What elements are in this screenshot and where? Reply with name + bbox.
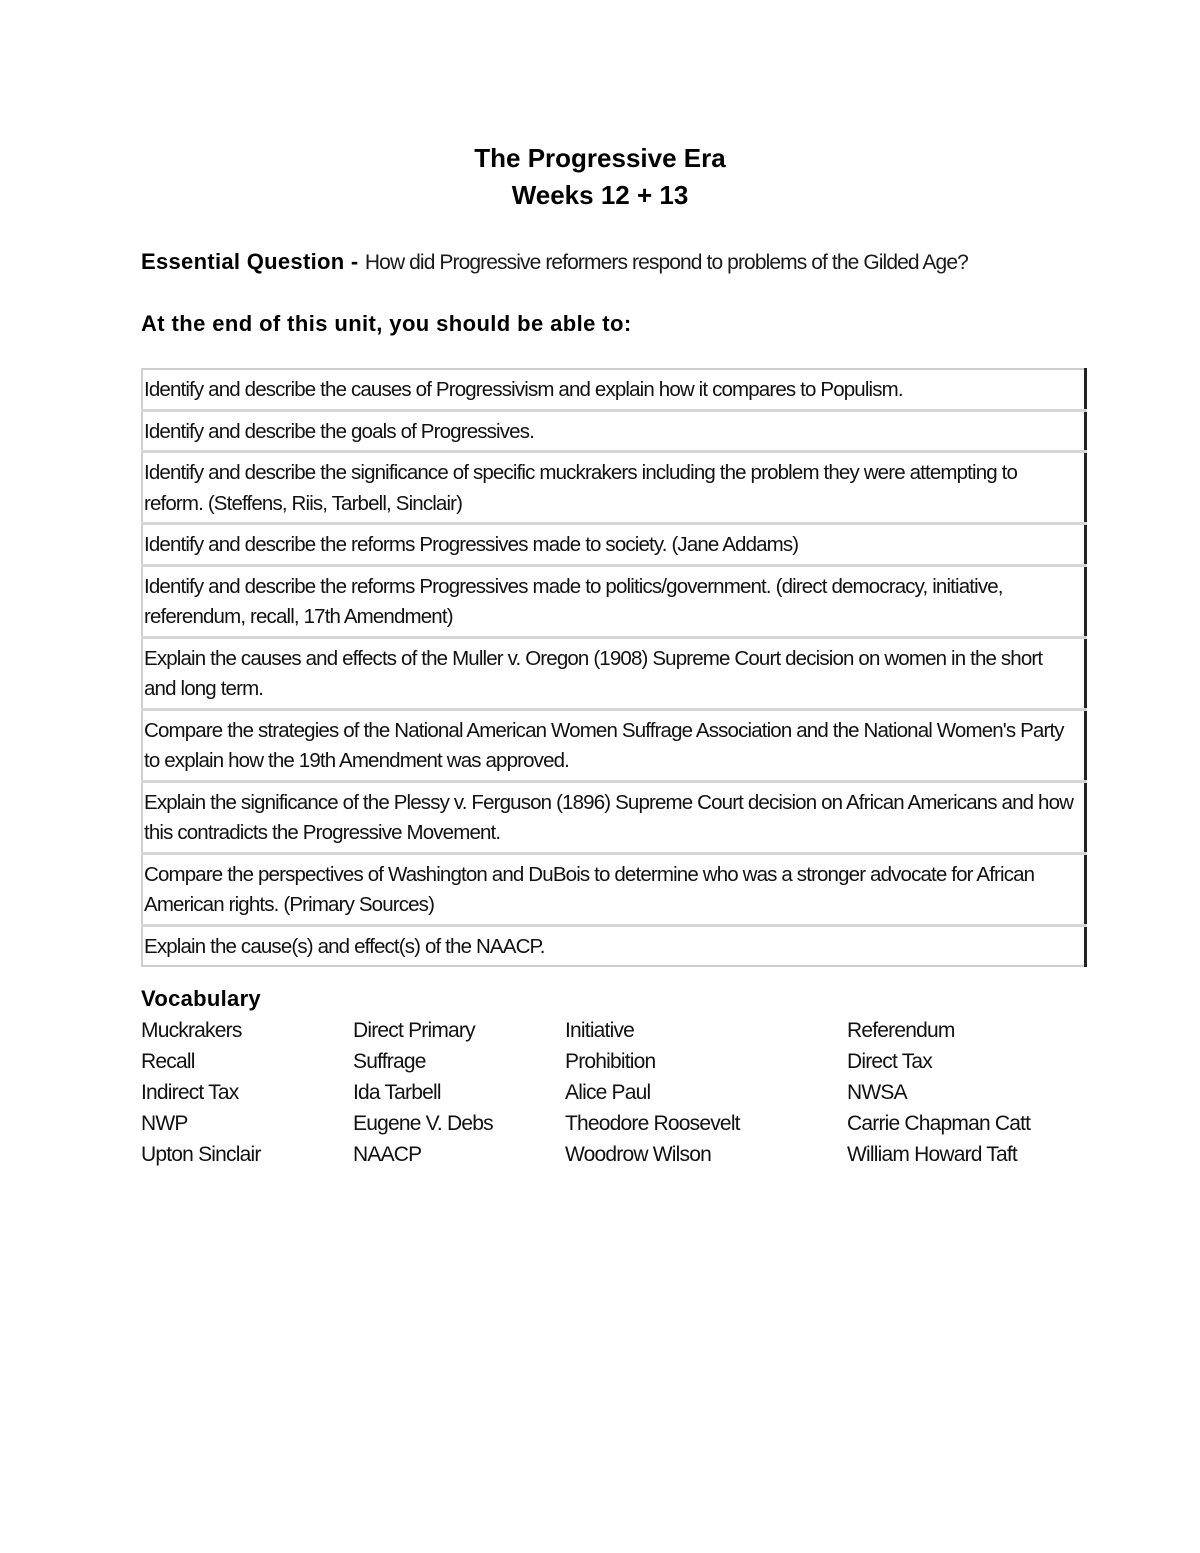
vocabulary-term: NWSA [847, 1081, 907, 1104]
objective-cell: Identify and describe the reforms Progressives made to politics/government. (direct democracy, initiative, referendum, recall, 17th Amendment) [142, 565, 1086, 637]
vocabulary-term: Referendum [847, 1019, 955, 1042]
objective-cell: Explain the significance of the Plessy v. Ferguson (1896) Supreme Court decision on African Americans and how this contradicts the Progressive Movement. [142, 781, 1086, 853]
essential-question-text: How did Progressive reformers respond to problems of the Gilded Age? [364, 251, 968, 274]
objectives-table [141, 368, 1087, 967]
table-row [142, 925, 1086, 966]
table-row [142, 781, 1086, 853]
table-row [142, 709, 1086, 781]
table-row [142, 637, 1086, 709]
table-row [142, 452, 1086, 524]
table-row [142, 410, 1086, 452]
objective-cell: Identify and describe the reforms Progressives made to society. (Jane Addams) [142, 524, 1086, 566]
vocabulary-term: Prohibition [565, 1050, 656, 1073]
vocabulary-term: Indirect Tax [141, 1081, 239, 1104]
vocabulary-term: Theodore Roosevelt [565, 1112, 740, 1135]
vocabulary-term: Initiative [565, 1019, 635, 1042]
vocabulary-row [141, 1046, 1101, 1077]
objective-cell: Identify and describe the goals of Progressives. [142, 410, 1086, 452]
vocabulary-term: Direct Tax [847, 1050, 932, 1073]
table-row [142, 369, 1086, 410]
title-block [0, 140, 1200, 214]
vocabulary-term: NAACP [353, 1143, 422, 1166]
vocabulary-row [141, 1077, 1101, 1108]
page-title: The Progressive Era [474, 143, 726, 173]
vocabulary-term: Suffrage [353, 1050, 426, 1073]
vocabulary-term: NWP [141, 1112, 188, 1135]
vocabulary-term: Carrie Chapman Catt [847, 1112, 1031, 1135]
vocabulary-term: Woodrow Wilson [565, 1143, 711, 1166]
vocabulary-row [141, 1139, 1101, 1170]
table-row [142, 853, 1086, 925]
vocabulary-term: Ida Tarbell [353, 1081, 441, 1104]
vocabulary-row [141, 1015, 1101, 1046]
objectives-heading: At the end of this unit, you should be able to: [141, 311, 632, 336]
vocabulary-term: William Howard Taft [847, 1143, 1017, 1166]
vocabulary-term: Upton Sinclair [141, 1143, 261, 1166]
essential-question-label: Essential Question - [141, 249, 365, 274]
objective-cell: Compare the strategies of the National American Women Suffrage Association and the National Women's Party to explain how the 19th Amendment was approved. [142, 709, 1086, 781]
vocabulary-grid [141, 1015, 1101, 1170]
objective-cell: Explain the causes and effects of the Muller v. Oregon (1908) Supreme Court decision on women in the short and long term. [142, 637, 1086, 709]
page-subtitle: Weeks 12 + 13 [511, 180, 689, 210]
objective-cell: Compare the perspectives of Washington and DuBois to determine who was a stronger advocate for African American rights. (Primary Sources) [142, 853, 1086, 925]
vocabulary-row [141, 1108, 1101, 1139]
vocabulary-term: Recall [141, 1050, 195, 1073]
objective-cell: Explain the cause(s) and effect(s) of the NAACP. [144, 934, 545, 958]
vocabulary-term: Alice Paul [565, 1081, 651, 1104]
essential-question [141, 247, 968, 278]
vocabulary-heading: Vocabulary [141, 986, 261, 1011]
table-row [142, 565, 1086, 637]
vocabulary-term: Eugene V. Debs [353, 1112, 493, 1135]
vocabulary-term: Muckrakers [141, 1019, 242, 1042]
table-row [142, 524, 1086, 566]
vocabulary-term: Direct Primary [353, 1019, 475, 1042]
objective-cell: Identify and describe the causes of Progressivism and explain how it compares to Populism. [142, 369, 1086, 410]
objective-cell: Identify and describe the significance of specific muckrakers including the problem they were attempting to reform. (Steffens, Riis, Tarbell, Sinclair) [142, 452, 1086, 524]
